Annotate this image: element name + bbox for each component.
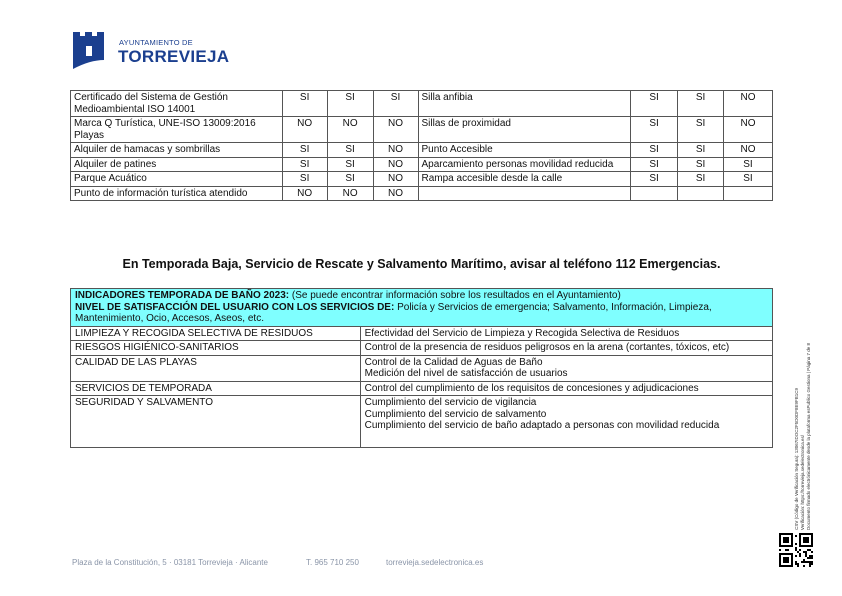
signature-text: Documento firmado electrónicamente desde la plataforma esPublico Gestiona | Página 7 de 8 <box>806 342 811 530</box>
service-value: SI <box>678 117 724 143</box>
service-name: Alquiler de hamacas y sombrillas <box>71 143 283 158</box>
service-value <box>678 186 724 201</box>
service-value: SI <box>724 157 773 172</box>
service-value: SI <box>327 143 373 158</box>
service-value: SI <box>631 157 678 172</box>
service-name <box>418 186 631 201</box>
indicators-table <box>70 288 773 448</box>
indicator-item: Control de la presencia de residuos peligrosos en la arena (cortantes, tóxicos, etc) <box>364 342 730 353</box>
satisfaction-label: NIVEL DE SATISFACCIÓN DEL USUARIO CON LOS SERVICIOS DE: <box>75 301 395 313</box>
satisfaction-services: Policía y Servicios de emergencia; Salvamento, Información, Limpieza, Mantenimiento, Ocio, Accesos, Aseos, etc. <box>75 301 712 324</box>
service-name: Alquiler de patines <box>71 157 283 172</box>
indicator-items <box>360 326 772 341</box>
service-name: Sillas de proximidad <box>418 117 631 143</box>
indicators-label: INDICADORES TEMPORADA DE BAÑO 2023: <box>75 290 290 301</box>
table-row <box>71 143 773 158</box>
service-value: NO <box>373 143 418 158</box>
service-value: SI <box>631 143 678 158</box>
footer-phone: T. 965 710 250 <box>306 558 359 567</box>
service-name: Rampa accesible desde la calle <box>418 172 631 187</box>
indicator-items <box>360 381 772 396</box>
service-name: Aparcamiento personas movilidad reducida <box>418 157 631 172</box>
table-row <box>71 341 773 356</box>
service-name: Punto de información turística atendido <box>71 186 283 201</box>
indicators-note: (Se puede encontrar información sobre los resultados en el Ayuntamiento) <box>289 290 621 301</box>
service-value: NO <box>327 186 373 201</box>
indicator-item: Cumplimiento del servicio de vigilancia <box>364 397 537 408</box>
table-row <box>71 381 773 396</box>
table-row <box>71 326 773 341</box>
indicator-item: Medición del nivel de satisfacción de usuarios <box>364 368 568 379</box>
verification-url-text: Verificación: https://torrevieja.sedelectronica.es/ <box>800 434 805 530</box>
service-value <box>724 186 773 201</box>
logo-title: TORREVIEJA <box>118 47 230 66</box>
indicator-category: RIESGOS HIGIÉNICO-SANITARIOS <box>71 341 361 356</box>
table-row <box>71 91 773 117</box>
indicator-items <box>360 341 772 356</box>
service-value: SI <box>327 172 373 187</box>
indicators-header <box>71 289 773 327</box>
service-value <box>631 186 678 201</box>
indicator-item: Control de la Calidad de Aguas de Baño <box>364 356 543 368</box>
service-value: SI <box>678 157 724 172</box>
service-value: NO <box>373 117 418 143</box>
service-name: Punto Accesible <box>418 143 631 158</box>
service-value: SI <box>373 91 418 117</box>
indicator-item: Efectividad del Servicio de Limpieza y Recogida Selectiva de Residuos <box>364 327 680 339</box>
indicator-item: Cumplimiento del servicio de salvamento <box>364 408 547 420</box>
table-row <box>71 355 773 381</box>
service-value: SI <box>282 143 327 158</box>
footer-address: Plaza de la Constitución, 5 · 03181 Torrevieja · Alicante <box>72 558 268 567</box>
service-value: SI <box>631 117 678 143</box>
indicator-category: SERVICIOS DE TEMPORADA <box>71 381 361 396</box>
logo-subtitle: AYUNTAMIENTO DE <box>119 38 193 47</box>
indicator-category: CALIDAD DE LAS PLAYAS <box>71 355 361 381</box>
indicator-category: SEGURIDAD Y SALVAMENTO <box>71 396 361 448</box>
table-row <box>71 186 773 201</box>
service-value: NO <box>282 117 327 143</box>
service-value: SI <box>327 91 373 117</box>
service-value: SI <box>724 172 773 187</box>
emergency-notice: En Temporada Baja, Servicio de Rescate y Salvamento Marítimo, avisar al teléfono 112 Emergencias. <box>122 257 721 271</box>
service-value: NO <box>724 91 773 117</box>
service-value: NO <box>327 117 373 143</box>
service-value: SI <box>678 172 724 187</box>
service-value: SI <box>678 91 724 117</box>
service-value: NO <box>724 143 773 158</box>
service-value: NO <box>724 117 773 143</box>
service-value: SI <box>327 157 373 172</box>
qr-code <box>779 533 813 567</box>
verification-side-text <box>780 270 820 530</box>
service-name: Silla anfibia <box>418 91 631 117</box>
torrevieja-logo <box>72 30 242 70</box>
service-value: NO <box>373 157 418 172</box>
table-row <box>71 157 773 172</box>
service-name: Certificado del Sistema de Gestión Medioambiental ISO 14001 <box>71 91 283 117</box>
tower-icon <box>72 30 110 70</box>
indicator-item: Control del cumplimiento de los requisitos de concesiones y adjudicaciones <box>364 382 699 394</box>
table-row <box>71 117 773 143</box>
indicator-items <box>360 396 772 448</box>
table-row <box>71 172 773 187</box>
indicator-category: LIMPIEZA Y RECOGIDA SELECTIVA DE RESIDUOS <box>71 326 361 341</box>
table-row <box>71 396 773 448</box>
service-value: SI <box>631 91 678 117</box>
csv-text: CSV (Código de Verificación Segura): 13067IDOC2F5D0DF8E9FB1C9 <box>794 388 799 530</box>
service-value: NO <box>373 186 418 201</box>
footer-web[interactable]: torrevieja.sedelectronica.es <box>386 558 484 567</box>
indicators-header-row <box>71 289 773 327</box>
service-value: SI <box>282 157 327 172</box>
indicator-items <box>360 355 772 381</box>
service-value: NO <box>282 186 327 201</box>
service-value: SI <box>282 91 327 117</box>
service-name: Parque Acuático <box>71 172 283 187</box>
service-value: SI <box>678 143 724 158</box>
service-value: NO <box>373 172 418 187</box>
indicator-item: Cumplimiento del servicio de baño adaptado a personas con movilidad reducida <box>364 420 720 431</box>
service-value: SI <box>282 172 327 187</box>
service-value: SI <box>631 172 678 187</box>
service-name: Marca Q Turística, UNE-ISO 13009:2016 Playas <box>71 117 283 143</box>
services-table <box>70 90 773 201</box>
